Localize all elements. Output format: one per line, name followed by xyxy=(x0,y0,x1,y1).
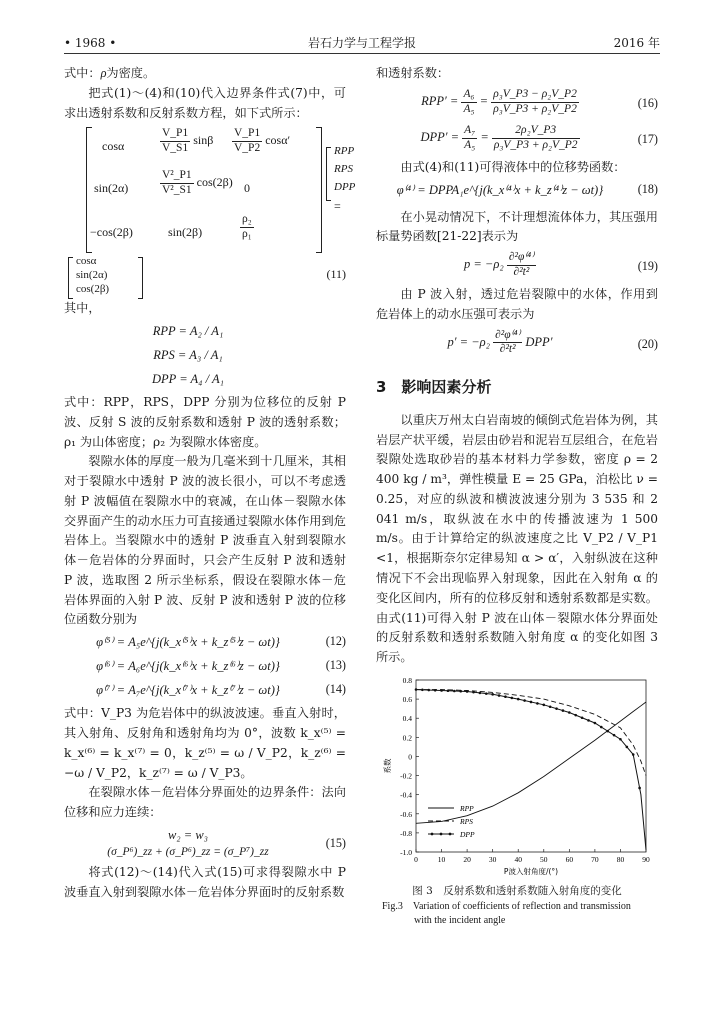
para-substitute-15: 将式(12)～(14)代入式(15)可求得裂隙水中 P 波垂直入射到裂隙水体－危岩体分界面时的反射系数 xyxy=(64,864,346,899)
y-tick-label: -0.2 xyxy=(400,771,412,781)
figure-caption-en-2: with the incident angle xyxy=(414,915,506,927)
dpp-point xyxy=(504,695,507,698)
equation-16: RPP′ = $\frac{\text{A₆}}{\text{A₅}}$ = $\frac{\text{ρ₃V\_P3 − ρ₂V\_P2}}{\text{ρ₃V\_P3 + ρ₂V\_P2}}$ (16) xyxy=(421,87,658,115)
dpp-point xyxy=(511,696,514,699)
x-tick-label: 80 xyxy=(616,854,625,864)
section-heading-3: 3 影响因素分析 xyxy=(376,377,492,396)
equation-13: φ⁽⁶⁾ = A₆e^{j(k_x⁽⁶⁾x + k_z⁽⁶⁾z − ωt)} (13) xyxy=(96,658,346,674)
dpp-point xyxy=(562,709,565,712)
x-axis-label: P波入射角度/(°) xyxy=(503,866,559,876)
x-tick-label: 40 xyxy=(514,854,522,864)
legend-marker xyxy=(449,832,452,835)
dpp-point xyxy=(638,787,641,790)
x-tick-label: 20 xyxy=(463,854,471,864)
dpp-point xyxy=(466,690,469,693)
dpp-point xyxy=(568,711,571,714)
para-case-study: 以重庆万州太白岩南坡的倾倒式危岩体为例，其岩层产状平缓，岩层由砂岩和泥岩互层组合，在危岩裂隙处选取砂岩的基本材料力学参数，密度 ρ = 2 400 kg / m³，弹性模量 E = 25 GPa，泊松比 ν = 0.25，对应的纵波和横波波速分别为 3 535 和 2 041 m/s，取纵波在水中的传播波速为 1 500 m/s。由于计算给定的纵波速度之比 V_P2 / V_P1 <1，根据斯奈尔定律易知 α > α′，入射纵波在这种情况下不会出现临界入射现象，因此在入射角 α 的变化区间内，所有的位移反射和透射系数都是实数。由式(11)可得入射 P 波在山体－裂隙水体分界面处的反射系数和透射系数随入射角度 α 的变化如图 3 所示。 xyxy=(376,412,658,665)
dpp-point xyxy=(594,722,597,725)
y-tick-label: 0.4 xyxy=(402,714,412,724)
y-tick-label: -0.6 xyxy=(400,809,412,819)
x-tick-label: 90 xyxy=(642,854,650,864)
legend-label-rpp: RPP xyxy=(460,803,474,813)
def-rpp: RPP = A₂ / A₁ xyxy=(152,324,224,339)
para-among: 其中， xyxy=(64,301,101,316)
dpp-point xyxy=(530,701,533,704)
plot-frame xyxy=(416,680,646,852)
header-rule xyxy=(64,53,660,54)
x-tick-label: 70 xyxy=(591,854,599,864)
dpp-point xyxy=(447,689,450,692)
right-column xyxy=(376,64,658,929)
para-hydro-pressure: 由 P 波入射，透过危岩裂隙中的水体，作用到危岩体上的动水压强可表示为 xyxy=(376,287,658,321)
equation-17: DPP′ = $\frac{\text{A₇}}{\text{A₅}}$ = $\frac{\text{2ρ₂V\_P3}}{\text{ρ₃V\_P3 + ρ₂V\_P2}}$ (17) xyxy=(420,123,658,151)
dpp-point xyxy=(479,691,482,694)
dpp-point xyxy=(485,692,488,695)
para-substitution: 把式(1)～(4)和(10)代入边界条件式(7)中，可求出透射系数和反射系数方程，如下式所示： xyxy=(64,85,346,120)
y-tick-label: -0.8 xyxy=(400,828,412,838)
legend-marker xyxy=(440,832,443,835)
def-rps: RPS = A₃ / A₁ xyxy=(153,348,223,363)
equation-18: φ⁽⁴⁾ = DPPA₁e^{j(k_x⁽⁴⁾x + k_z⁽⁴⁾z − ωt)} (18) xyxy=(396,181,658,197)
dpp-point xyxy=(472,691,475,694)
figure-caption-cn: 图 3 反射系数和透射系数随入射角度的变化 xyxy=(412,884,622,897)
legend-label-dpp: DPP xyxy=(460,829,475,839)
y-tick-label: -0.4 xyxy=(400,790,412,800)
legend-marker xyxy=(431,832,434,835)
para-potential: 由式(4)和(11)可得液体中的位移势函数： xyxy=(400,159,626,174)
dpp-point xyxy=(415,688,418,691)
dpp-point xyxy=(491,693,494,696)
dpp-point xyxy=(421,688,424,691)
dpp-point xyxy=(619,738,622,741)
dpp-point xyxy=(581,716,584,719)
journal-title: 岩石力学与工程学报 xyxy=(307,36,416,50)
dpp-point xyxy=(498,694,501,697)
coefficient-chart xyxy=(376,674,658,884)
figure-3 xyxy=(376,674,658,884)
equation-15: w₂ = w₃ (σ_P⁶)_zz + (σ_P⁶)_zz = (σ_P⁷)_zz (15) xyxy=(107,827,346,858)
page-number: • 1968 • xyxy=(64,36,117,50)
para-wavenumber: 式中：V_P3 为危岩体中的纵波波速。垂直入射时，其入射角、反射角和透射角均为 0°，波数 k_x⁽⁵⁾ = k_x⁽⁶⁾ = k_x⁽⁷⁾ = 0，k_z⁽⁵⁾ = ω / V_P2，k_z⁽⁶⁾ = −ω / V_P2，k_z⁽⁷⁾ = ω / V_P3。 xyxy=(64,706,346,780)
x-tick-label: 50 xyxy=(540,854,548,864)
x-tick-label: 60 xyxy=(565,854,574,864)
para-fissure-water: 裂隙水体的厚度一般为几毫米到十几厘米，其相对于裂隙水中透射 P 波的波长很小，可以不考虑透射 P 波幅值在裂隙水中的衰减，在山体－裂隙水体交界面产生的动水压力可直接通过裂隙水体作用到危岩体上。当裂隙水中的透射 P 波垂直入射到裂隙水体－危岩体的分界面时，只会产生反射 P 波和透射 P 波，选取图 2 所示坐标系，假设在裂隙水体－危岩体界面的入射 P 波、反射 P 波和透射 P 波的位移位函数分别为 xyxy=(64,454,346,627)
dpp-point xyxy=(549,705,552,708)
x-tick-label: 10 xyxy=(437,854,446,864)
dpp-point xyxy=(517,698,520,701)
dpp-point xyxy=(587,719,590,722)
def-dpp: DPP = A₄ / A₁ xyxy=(152,372,224,387)
dpp-point xyxy=(453,690,456,693)
para-transmission: 和透射系数： xyxy=(376,66,450,80)
running-header xyxy=(64,34,660,52)
dpp-point xyxy=(632,753,635,756)
figure-caption-en-1: Fig.3 Variation of coefficients of reflection and transmission xyxy=(382,900,631,912)
equation-20: p′ = −ρ₂ $\frac{\text{∂²φ⁽⁴⁾}}{\text{∂²t²}}$ DPP′ (20) xyxy=(447,328,658,356)
dpp-point xyxy=(536,702,539,705)
dpp-point xyxy=(555,707,558,710)
left-column xyxy=(64,64,356,902)
y-tick-label: 0 xyxy=(408,752,412,762)
dpp-point xyxy=(600,726,603,729)
dpp-point xyxy=(542,703,545,706)
para-density: 式中：ρ为密度。 xyxy=(64,66,156,80)
equation-11-matrix: cosα $\frac{V\_P1}{V\_S1}$ sinβ $\frac{V\_P1}{V\_P2}$ cosα′ sin(2α) $\frac{\text{V²\_P1}}{\text{V²\_S1}}$ cos(2β) 0 −cos(2β) sin(2β) $\frac{\text{ρ₂}}{\text{ρ₁}}$ RPP RPS DPP = cosα sin(2α) cos(2β) (11) xyxy=(64,123,346,299)
dpp-point xyxy=(626,745,629,748)
equation-19: p = −ρ₂ $\frac{\text{∂²φ⁽⁴⁾}}{\text{∂²t²}}$ (19) xyxy=(464,251,658,278)
dpp-point xyxy=(606,730,609,733)
dpp-point xyxy=(574,714,577,717)
para-symbols: 式中：RPP，RPS，DPP 分别为位移位的反射 P 波、反射 S 波的反射系数和透射 P 波的透射系数；ρ₁ 为山体密度；ρ₂ 为裂隙水体密度。 xyxy=(64,395,346,449)
series-line-rpp xyxy=(416,702,646,823)
dpp-point xyxy=(440,689,443,692)
equation-12: φ⁽⁵⁾ = A₅e^{j(k_x⁽⁵⁾x + k_z⁽⁵⁾z − ωt)} (12) xyxy=(96,634,346,650)
y-tick-label: -1.0 xyxy=(400,847,412,857)
para-boundary: 在裂隙水体－危岩体分界面处的边界条件：法向位移和应力连续： xyxy=(64,785,346,820)
legend-label-rps: RPS xyxy=(460,816,473,826)
dpp-point xyxy=(523,699,526,702)
series-line-dpp xyxy=(416,689,646,850)
y-axis-label: 系数 xyxy=(383,758,392,774)
dpp-point xyxy=(459,690,462,693)
equation-14: φ⁽⁷⁾ = A₇e^{j(k_x⁽⁷⁾x + k_z⁽⁷⁾z − ωt)} (14) xyxy=(96,682,346,698)
y-tick-label: 0.8 xyxy=(402,675,412,685)
dpp-point xyxy=(427,689,430,692)
dpp-point xyxy=(434,689,437,692)
year: 2016 年 xyxy=(613,36,660,50)
x-tick-label: 0 xyxy=(414,854,418,864)
y-tick-label: 0.6 xyxy=(402,694,412,704)
dpp-point xyxy=(613,734,616,737)
x-tick-label: 30 xyxy=(488,854,497,864)
y-tick-label: 0.2 xyxy=(402,733,412,743)
para-pressure: 在小晃动情况下，不计理想流体体力，其压强用标量势函数[21-22]表示为 xyxy=(376,209,658,244)
